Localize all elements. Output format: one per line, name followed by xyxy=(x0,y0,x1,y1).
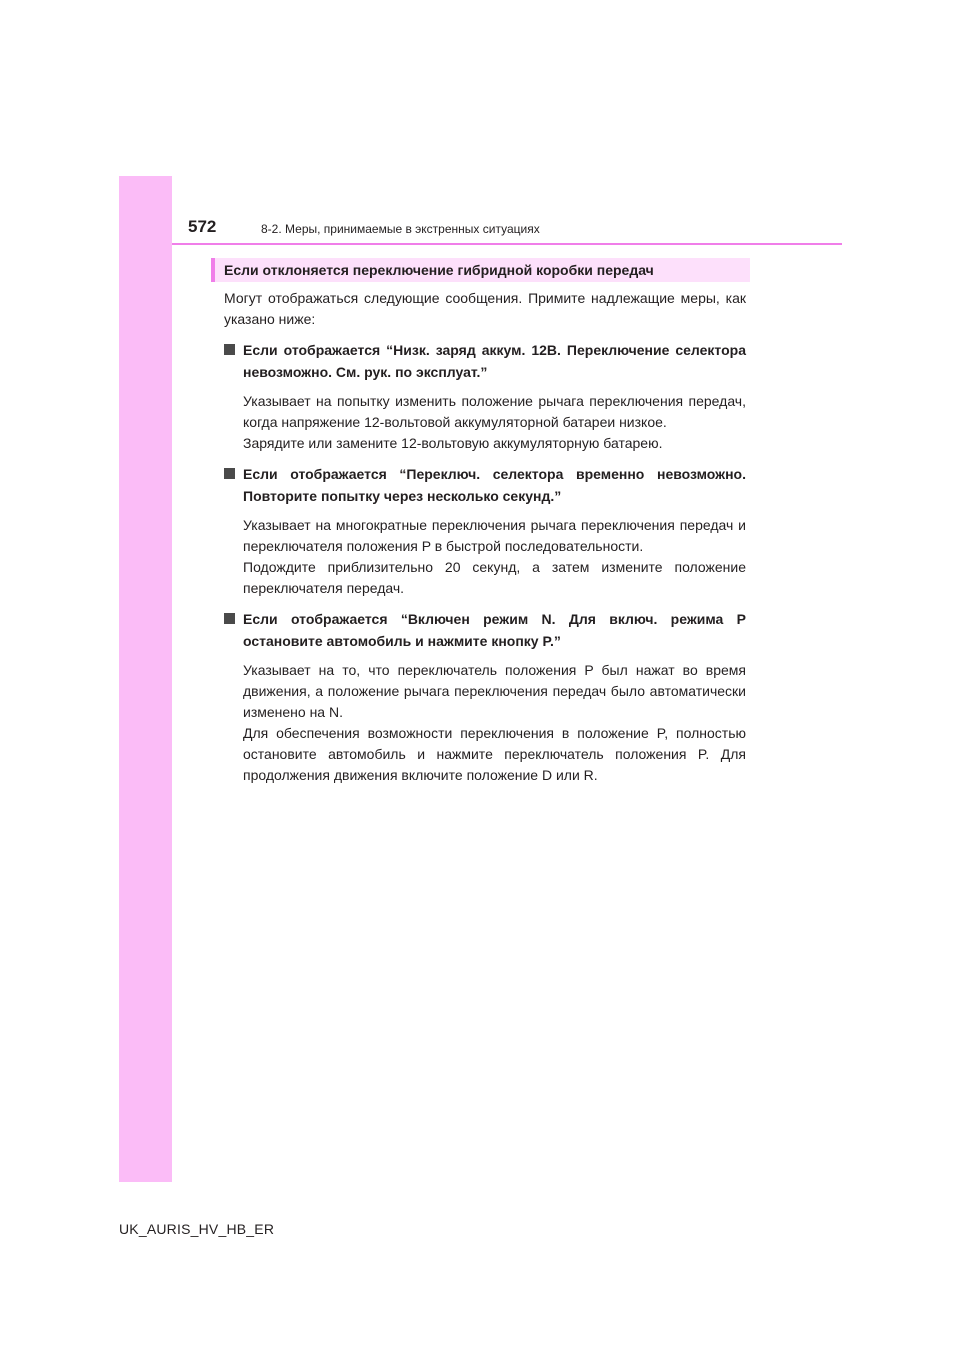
message-title: Если отображается “Низк. заряд аккум. 12В. Переключение селектора невозможно. См. рук. по эксплуат.” xyxy=(243,339,746,383)
message-item xyxy=(224,339,746,454)
message-body xyxy=(243,391,746,454)
subsection-heading: Если отклоняется переключение гибридной коробки передач xyxy=(224,262,654,278)
message-action: Подождите приблизительно 20 секунд, а затем измените положение переключателя передач. xyxy=(243,559,746,596)
subsection-heading-bar xyxy=(211,258,750,282)
square-bullet-icon xyxy=(224,344,235,355)
message-action: Для обеспечения возможности переключения в положение P, полностью остановите автомобиль и нажмите переключатель положения P. Для продолжения движения включите положение D или R. xyxy=(243,725,746,783)
message-title: Если отображается “Переключ. селектора временно невозможно. Повторите попытку через несколько секунд.” xyxy=(243,463,746,507)
square-bullet-icon xyxy=(224,613,235,624)
page-content xyxy=(224,288,746,786)
message-explanation: Указывает на попытку изменить положение рычага переключения передач, когда напряжение 12-вольтовой аккумуляторной батареи низкое. xyxy=(243,393,746,430)
square-bullet-icon xyxy=(224,468,235,479)
message-explanation: Указывает на то, что переключатель положения P был нажат во время движения, а положение рычага переключения передач было автоматически изменено на N. xyxy=(243,662,746,720)
message-title: Если отображается “Включен режим N. Для включ. режима P остановите автомобиль и нажмите кнопку P.” xyxy=(243,608,746,652)
intro-paragraph: Могут отображаться следующие сообщения. Примите надлежащие меры, как указано ниже: xyxy=(224,290,746,327)
message-item xyxy=(224,608,746,786)
message-explanation: Указывает на многократные переключения рычага переключения передач и переключателя положения P в быстрой последовательности. xyxy=(243,517,746,554)
message-item xyxy=(224,463,746,599)
message-body xyxy=(243,660,746,786)
message-action: Зарядите или замените 12-вольтовую аккумуляторную батарею. xyxy=(243,435,663,451)
message-body xyxy=(243,515,746,599)
heading-accent xyxy=(211,258,215,282)
side-tab-strip xyxy=(119,176,172,1182)
document-code: UK_AURIS_HV_HB_ER xyxy=(119,1221,275,1237)
page-number: 572 xyxy=(188,217,217,236)
section-title: 8-2. Меры, принимаемые в экстренных ситуациях xyxy=(261,222,540,236)
header-divider xyxy=(172,243,842,245)
